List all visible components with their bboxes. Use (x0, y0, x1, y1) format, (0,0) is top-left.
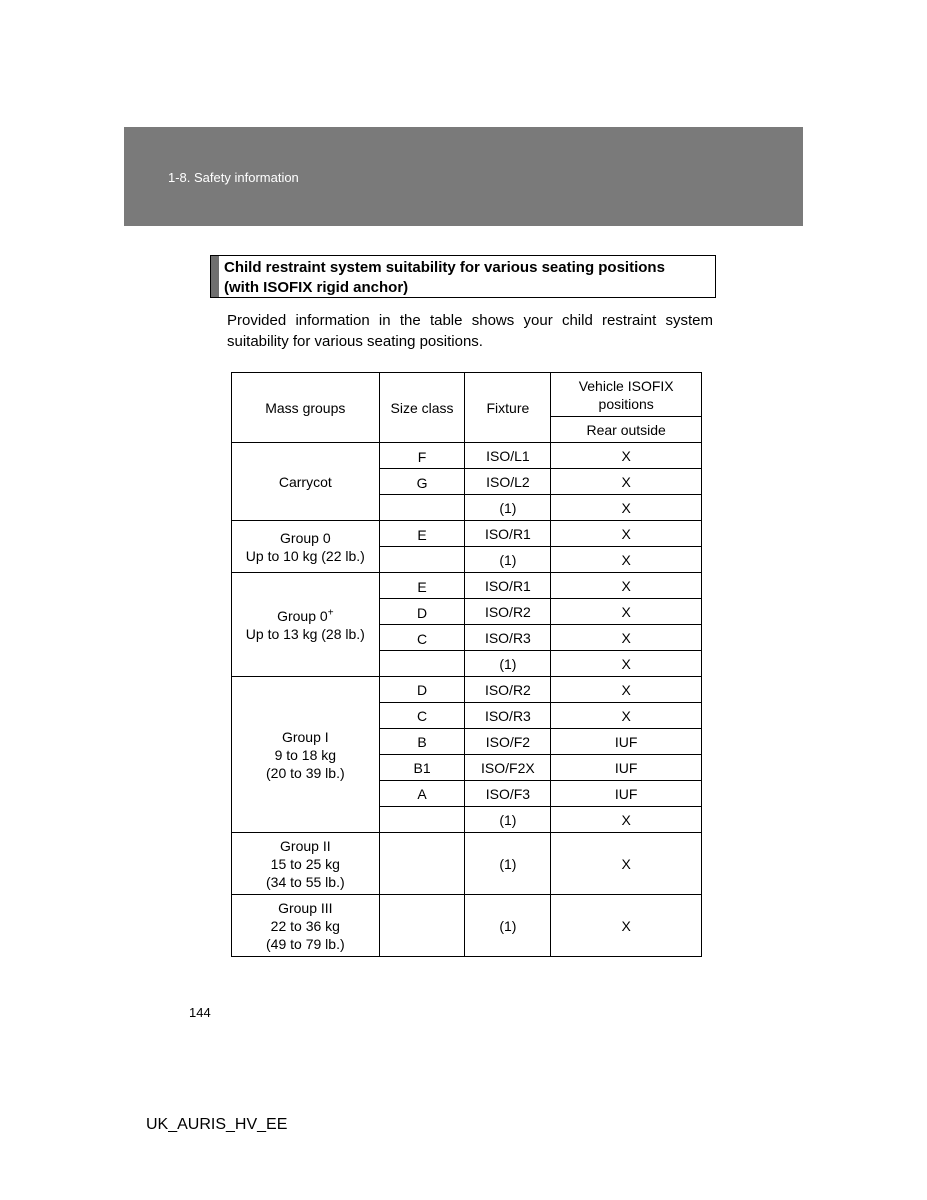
rear-outside-cell: X (551, 895, 702, 957)
size-class-cell: C (379, 703, 465, 729)
rear-outside-cell: IUF (551, 781, 702, 807)
fixture-cell: ISO/F3 (465, 781, 551, 807)
section-title (224, 258, 709, 298)
section-label: 1-8. Safety information (168, 170, 299, 185)
rear-outside-cell: X (551, 495, 702, 521)
fixture-cell: ISO/R3 (465, 625, 551, 651)
header-fixture: Fixture (465, 373, 551, 443)
table-row (232, 677, 702, 703)
size-class-cell: B1 (379, 755, 465, 781)
table-row (232, 443, 702, 469)
rear-outside-cell: X (551, 573, 702, 599)
group-1-weight: 9 to 18 kg (274, 746, 337, 763)
size-class-cell: B (379, 729, 465, 755)
header-rear-outside: Rear outside (551, 417, 702, 443)
group-1-weight-lb: (20 to 39 lb.) (266, 764, 345, 781)
group-0-name: Group 0 (280, 529, 331, 546)
fixture-cell: (1) (465, 651, 551, 677)
size-class-cell: A (379, 781, 465, 807)
table-row (232, 833, 702, 895)
size-class-cell: G (379, 469, 465, 495)
size-class-cell (379, 833, 465, 895)
rear-outside-cell: X (551, 807, 702, 833)
header-size-class: Size class (379, 373, 465, 443)
table-row (232, 521, 702, 547)
size-class-cell: D (379, 677, 465, 703)
rear-outside-cell: X (551, 625, 702, 651)
rear-outside-cell: IUF (551, 755, 702, 781)
size-class-cell: E (379, 573, 465, 599)
rear-outside-cell: X (551, 703, 702, 729)
document-code: UK_AURIS_HV_EE (146, 1116, 288, 1133)
rear-outside-cell: X (551, 443, 702, 469)
header-vehicle-isofix-positions: Vehicle ISOFIX positions (551, 373, 702, 417)
fixture-cell: (1) (465, 807, 551, 833)
size-class-cell (379, 495, 465, 521)
fixture-cell: (1) (465, 895, 551, 957)
rear-outside-cell: X (551, 469, 702, 495)
rear-outside-cell: X (551, 521, 702, 547)
size-class-cell: F (379, 443, 465, 469)
rear-outside-cell: IUF (551, 729, 702, 755)
fixture-cell: ISO/R1 (465, 521, 551, 547)
fixture-cell: ISO/L2 (465, 469, 551, 495)
fixture-cell: ISO/R1 (465, 573, 551, 599)
group-2-weight-lb: (34 to 55 lb.) (266, 873, 345, 890)
section-title-box (210, 255, 716, 298)
fixture-cell: ISO/R3 (465, 703, 551, 729)
rear-outside-cell: X (551, 833, 702, 895)
rear-outside-cell: X (551, 651, 702, 677)
fixture-cell: (1) (465, 833, 551, 895)
header-mass-groups: Mass groups (232, 373, 380, 443)
group-3-weight-lb: (49 to 79 lb.) (266, 935, 345, 952)
title-accent-bar (211, 256, 219, 297)
rear-outside-cell: X (551, 599, 702, 625)
title-line-2: (with ISOFIX rigid anchor) (224, 279, 409, 296)
size-class-cell: E (379, 521, 465, 547)
group-2 (232, 833, 380, 895)
fixture-cell: ISO/R2 (465, 599, 551, 625)
group-2-name: Group II (280, 837, 331, 854)
fixture-cell: ISO/F2X (465, 755, 551, 781)
fixture-cell: ISO/R2 (465, 677, 551, 703)
size-class-cell: C (379, 625, 465, 651)
fixture-cell: (1) (465, 495, 551, 521)
title-line-1: Child restraint system suitability for various seating positions (224, 259, 665, 276)
fixture-cell: ISO/F2 (465, 729, 551, 755)
table-row (232, 895, 702, 957)
group-0-weight: Up to 10 kg (22 lb.) (245, 547, 365, 564)
group-0-plus (232, 573, 380, 677)
group-0-plus-weight: Up to 13 kg (28 lb.) (245, 625, 365, 642)
isofix-suitability-table (231, 372, 702, 957)
group-1 (232, 677, 380, 833)
page-number: 144 (189, 1005, 211, 1020)
fixture-cell: (1) (465, 547, 551, 573)
size-class-cell (379, 547, 465, 573)
fixture-cell: ISO/L1 (465, 443, 551, 469)
table-header-row (232, 373, 702, 417)
rear-outside-cell: X (551, 547, 702, 573)
group-3-weight: 22 to 36 kg (270, 917, 340, 934)
group-0 (232, 521, 380, 573)
group-0-plus-name (236, 607, 375, 625)
group-3 (232, 895, 380, 957)
rear-outside-cell: X (551, 677, 702, 703)
size-class-cell: D (379, 599, 465, 625)
intro-paragraph: Provided information in the table shows your child restraint system suitability for various seating positions. (227, 312, 713, 350)
group-carrycot: Carrycot (232, 443, 380, 521)
size-class-cell (379, 807, 465, 833)
group-0-plus-label: Group 0 (277, 607, 328, 624)
group-2-weight: 15 to 25 kg (270, 855, 340, 872)
table-row (232, 573, 702, 599)
group-3-name: Group III (278, 899, 333, 916)
size-class-cell (379, 651, 465, 677)
group-0-plus-superscript: + (327, 606, 334, 618)
chapter-header-band (124, 127, 803, 226)
size-class-cell (379, 895, 465, 957)
group-1-name: Group I (281, 728, 329, 745)
